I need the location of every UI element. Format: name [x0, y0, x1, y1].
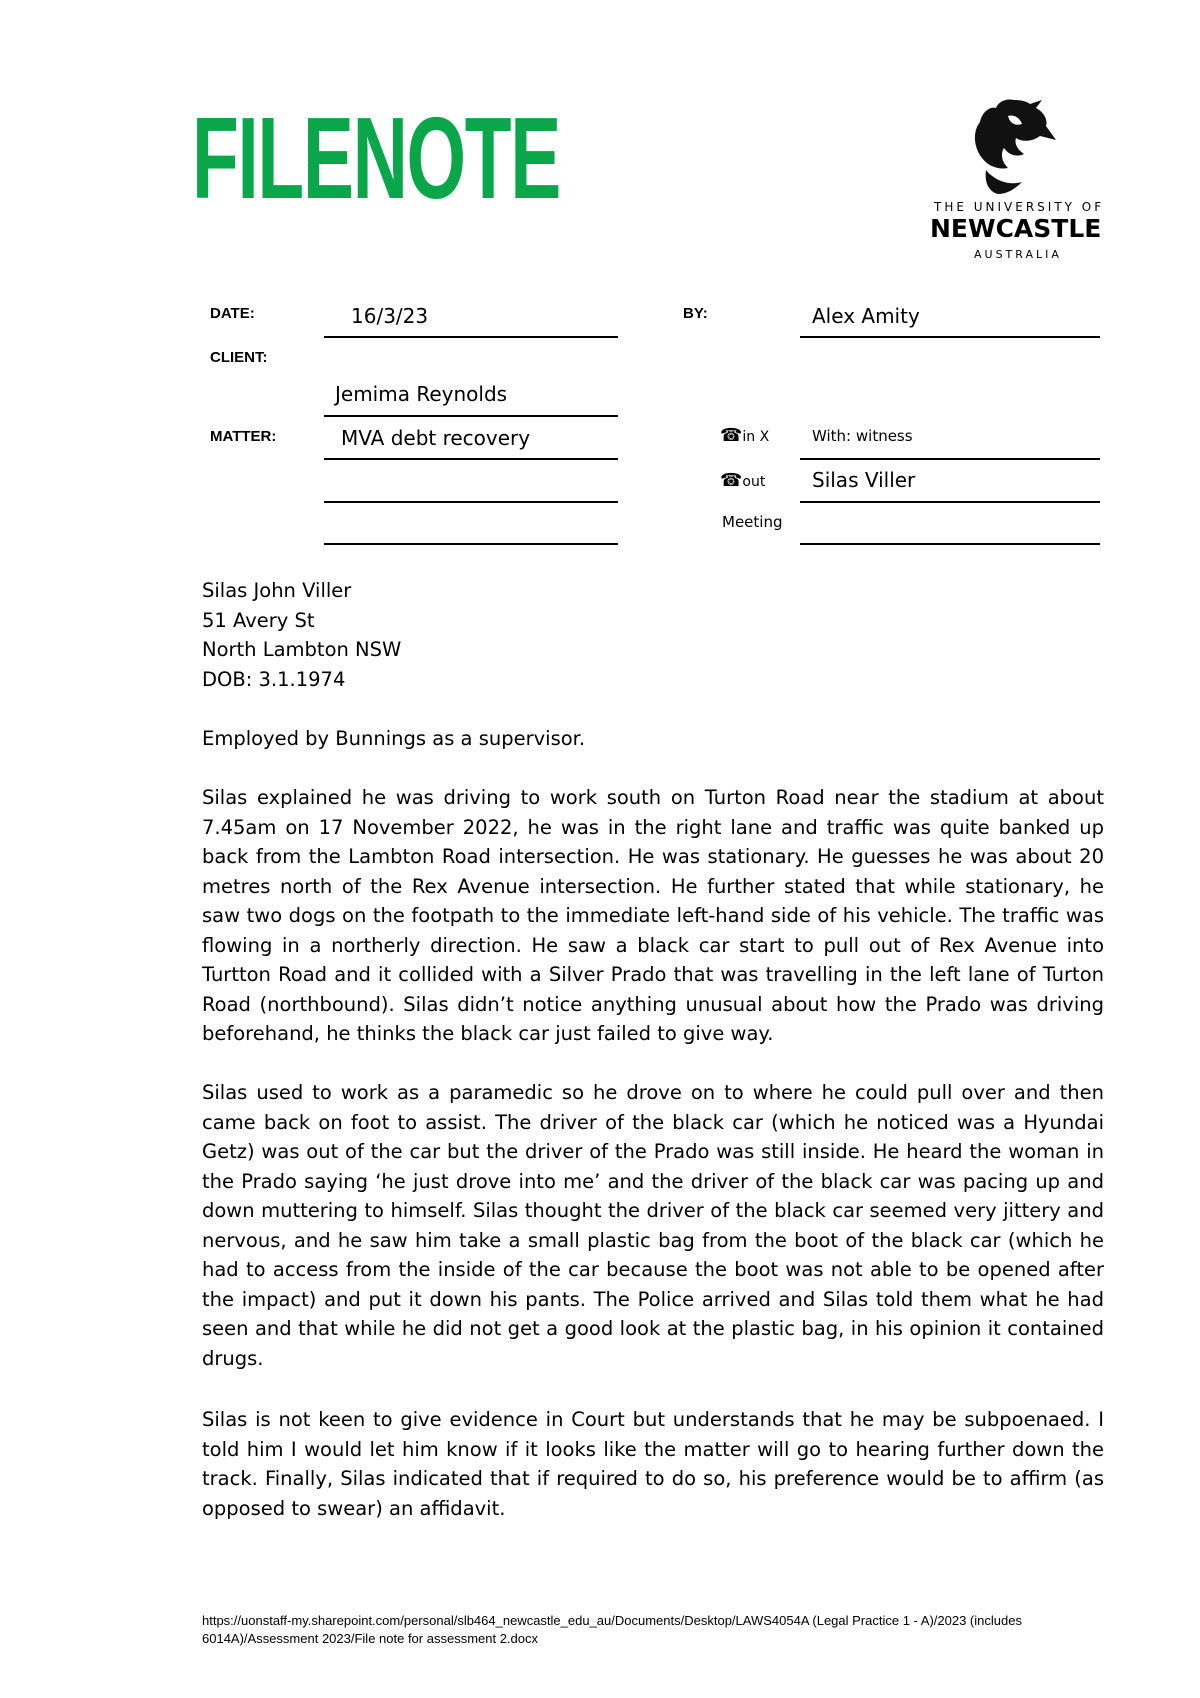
client-value: Jemima Reynolds: [335, 382, 508, 406]
meeting-label: Meeting: [722, 513, 783, 531]
paragraph: Silas is not keen to give evidence in Court but understands that he may be subpoenaed. I told him I would let him know if it looks like the matter will go to hearing further down the track. Finally, Silas indicated that if required to do so, his preference would be to affirm (as opposed to swear) an affidavit.: [202, 1408, 1104, 1520]
client-rule: [324, 415, 618, 417]
by-rule: [800, 336, 1100, 338]
matter-label: MATTER:: [210, 428, 277, 445]
paragraph: Employed by Bunnings as a supervisor.: [202, 727, 586, 750]
phone-out-row: [720, 470, 765, 491]
blank-rule-1: [324, 501, 618, 503]
witness-suburb: North Lambton NSW: [202, 638, 402, 661]
with-rule: [800, 458, 1100, 460]
client-label: CLIENT:: [210, 349, 268, 366]
witness-name: Silas John Viller: [202, 579, 352, 602]
paragraph: Silas explained he was driving to work south on Turton Road near the stadium at about 7.45am on 17 November 2022, he was in the right lane and traffic was quite banked up back from the Lambton Road intersection. He was stationary. He guesses he was about 20 metres north of the Rex Avenue intersection. He further stated that while stationary, he saw two dogs on the footpath to the immediate left-hand side of his vehicle. The traffic was flowing in a northerly direction. He saw a black car start to pull out of Rex Avenue into Turtton Road and it collided with a Silver Prado that was travelling in the left lane of Turton Road (northbound). Silas didn’t notice anything unusual about how the Prado was driving beforehand, he thinks the black car just failed to give way.: [202, 786, 1104, 1045]
university-logo: [930, 96, 1110, 266]
meeting-rule: [800, 543, 1100, 545]
phone-out-label: out: [742, 474, 766, 490]
by-value: Alex Amity: [812, 304, 920, 328]
page-title: FILENOTE: [192, 93, 560, 223]
witness-details: [202, 576, 1104, 694]
logo-line-2: NEWCASTLE: [930, 214, 1102, 243]
telephone-icon: ☎: [720, 470, 743, 491]
witness-dob: DOB: 3.1.1974: [202, 667, 346, 691]
note-paragraph-2: [202, 783, 1104, 1049]
logo-line-1: THE UNIVERSITY OF: [934, 200, 1105, 214]
witness-street: 51 Avery St: [202, 608, 315, 632]
note-paragraph-1: [202, 724, 1104, 754]
paragraph: Silas used to work as a paramedic so he drove on to where he could pull over and then came back on foot to assist. The driver of the black car (which he noticed was a Hyundai Getz) was out of the car but the driver of the Prado was still inside. He heard the woman in the Prado saying ‘he just drove into me’ and the driver of the black car was pacing up and down muttering to himself. Silas thought the driver of the black car seemed very jittery and nervous, and he saw him take a small plastic bag from the boot of the black car (which he had to access from the inside of the car because the boot was not able to be opened after the impact) and put it down his pants. The Police arrived and Silas told them what he had seen and that while he did not get a good look at the plastic bag, in his opinion it contained drugs.: [202, 1081, 1104, 1370]
date-value: 16/3/23: [351, 304, 429, 328]
date-label: DATE:: [210, 305, 255, 322]
logo-line-3: AUSTRALIA: [974, 248, 1062, 261]
with-label: With: witness: [812, 427, 913, 445]
with-value-rule: [800, 501, 1100, 503]
matter-value: MVA debt recovery: [341, 426, 531, 450]
telephone-icon: ☎: [720, 425, 743, 446]
horse-head-icon: [968, 96, 1060, 196]
phone-in-label: in X: [742, 429, 770, 445]
document-path-footer: https://uonstaff-my.sharepoint.com/personal/slb464_newcastle_edu_au/Documents/Desktop/LAWS4054A (Legal Practice 1 - A)/2023 (includes 6014A)/Assessment 2023/File note for assessment 2.docx: [202, 1613, 1022, 1646]
note-paragraph-3: [202, 1078, 1104, 1373]
blank-rule-2: [324, 543, 618, 545]
phone-in-row: [720, 425, 769, 446]
by-label: BY:: [683, 305, 708, 322]
with-value: Silas Viller: [812, 468, 916, 492]
date-rule: [324, 336, 618, 338]
matter-rule: [324, 458, 618, 460]
note-paragraph-4: [202, 1405, 1104, 1523]
